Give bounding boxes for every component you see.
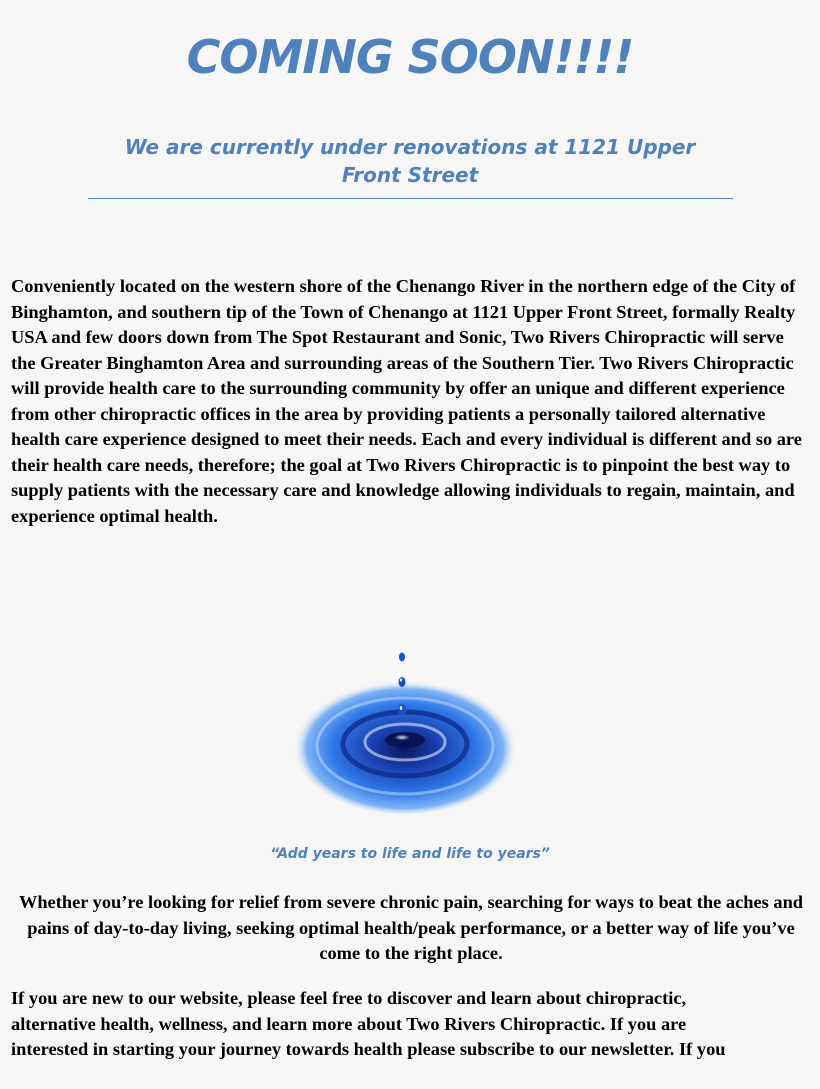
page-title: COMING SOON!!!!: [186, 30, 634, 84]
newsletter-line: interested in starting your journey towards health please subscribe to our newsletter. If you: [11, 1039, 726, 1059]
relief-paragraph: Whether you’re looking for relief from severe chronic pain, searching for ways to beat the aches and pains of day-to-day living, seeking optimal health/peak performance, or a better way of life you’ve come to the right place.: [18, 892, 804, 963]
newsletter-paragraph: [11, 986, 816, 1063]
renovation-notice: We are currently under renovations at 1121 Upper Front Street: [124, 135, 696, 187]
tagline-quote: “Add years to life and life to years”: [270, 846, 550, 862]
newsletter-line: If you are new to our website, please feel free to discover and learn about chiropractic,: [11, 988, 687, 1008]
water-droplet-icon: [290, 648, 520, 818]
intro-paragraph: Conveniently located on the western shore of the Chenango River in the northern edge of the City of Binghamton, and southern tip of the Town of Chenango at 1121 Upper Front Street, formally Realty USA and few doors down from The Spot Restaurant and Sonic, Two Rivers Chiropractic will serve the Greater Binghamton Area and surrounding areas of the Southern Tier. Two Rivers Chiropractic will provide health care to the surrounding community by offer an unique and different experience from other chiropractic offices in the area by providing patients a personally tailored alternative health care experience designed to meet their needs. Each and every individual is different and so are their health care needs, therefore; the goal at Two Rivers Chiropractic is to pinpoint the best way to supply patients with the necessary care and knowledge allowing individuals to regain, maintain, and experience optimal health.: [11, 276, 802, 526]
newsletter-line: alternative health, wellness, and learn more about Two Rivers Chiropractic. If you are: [11, 1013, 687, 1034]
divider-line: [88, 198, 733, 199]
